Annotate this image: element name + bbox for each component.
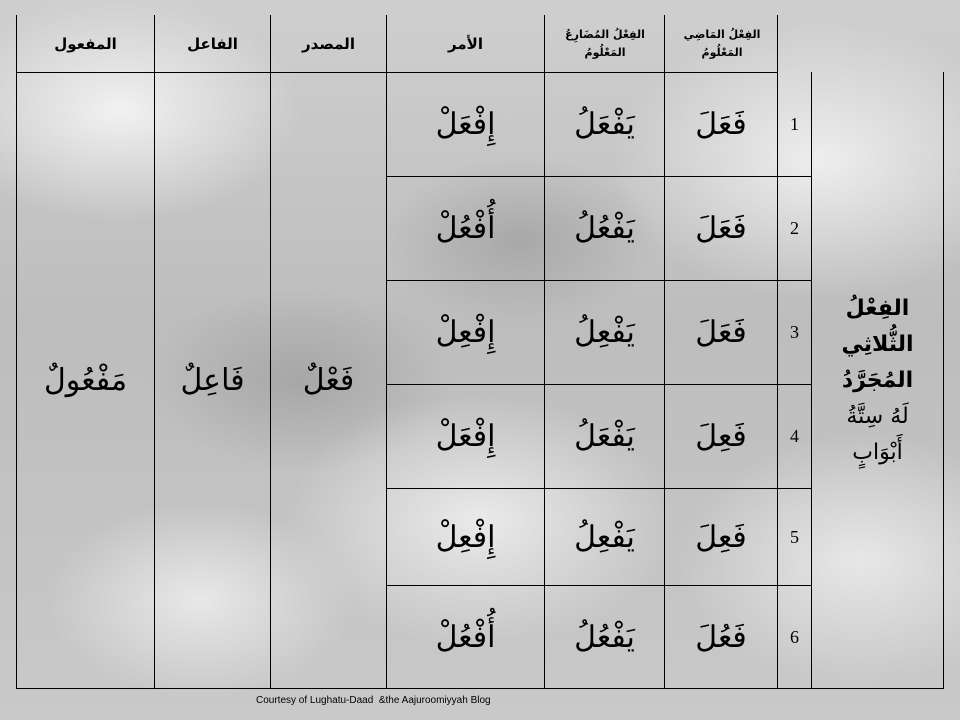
table-row-2-madi: فَعَلَ (695, 211, 747, 246)
table-row-1-amr: إِفْعَلْ (435, 107, 496, 142)
table-row-5-mudari: يَفْعِلُ (574, 519, 635, 555)
table-row-3-number: 3 (790, 322, 799, 342)
table-row-4-number: 4 (790, 426, 799, 446)
table-row-5-madi: فَعِلَ (695, 519, 747, 555)
table-row-3-mudari: يَفْعِلُ (574, 315, 635, 350)
mafool-value: مَفْعُولٌ (44, 363, 128, 398)
table-rule (16, 688, 944, 689)
table-row-3-madi: فَعَلَ (695, 315, 747, 350)
side-label (812, 73, 943, 688)
masdar-value: فَعْلٌ (302, 363, 355, 398)
side-line-5: أَبْوَابٍ (852, 439, 903, 465)
table-row-2-number: 2 (790, 218, 799, 238)
credit-text: Courtesy of Lughatu-Daad &the Aajuroomiyyah Blog (256, 695, 491, 706)
header-madi: الفِعْلُ المَاضِي المَعْلُومُ (683, 27, 761, 59)
table-row-6-madi: فَعُلَ (695, 619, 747, 655)
side-line-1: الفِعْلُ (845, 295, 910, 321)
side-line-2: الثُّلاثِي (841, 331, 914, 357)
table-row-1-madi: فَعَلَ (695, 107, 747, 142)
table-rule (943, 72, 944, 689)
table-row-4-mudari: يَفْعَلُ (574, 419, 635, 454)
header-mafool: المفعول (54, 34, 117, 53)
table-row-1-mudari: يَفْعَلُ (574, 107, 635, 142)
header-amr: الأمر (448, 34, 483, 53)
header-fail: الفاعل (187, 34, 238, 53)
side-line-3: المُجَرَّدُ (841, 367, 914, 393)
fail-value: فَاعِلٌ (180, 363, 245, 398)
table-row-2-mudari: يَفْعُلُ (574, 211, 635, 246)
header-masdar: المصدر (302, 34, 355, 53)
table-row-4-amr: إِفْعَلْ (435, 419, 496, 454)
table-row-6-amr: أُفْعُلْ (435, 619, 496, 655)
header-mudari: الفِعْلُ المُضَارِعُ المَعْلُومُ (565, 27, 645, 59)
table-row-5-amr: إِفْعِلْ (435, 519, 496, 555)
table-row-6-number: 6 (790, 626, 799, 647)
table-row-5-number: 5 (790, 526, 799, 547)
table-row-3-amr: إِفْعِلْ (435, 315, 496, 350)
table-row-6-mudari: يَفْعُلُ (574, 619, 635, 655)
table-row-1-number: 1 (790, 114, 799, 134)
side-line-4: لَهُ سِتَّةُ (846, 403, 909, 429)
table-row-4-madi: فَعِلَ (695, 419, 747, 454)
table-row-2-amr: أُفْعُلْ (435, 211, 496, 246)
